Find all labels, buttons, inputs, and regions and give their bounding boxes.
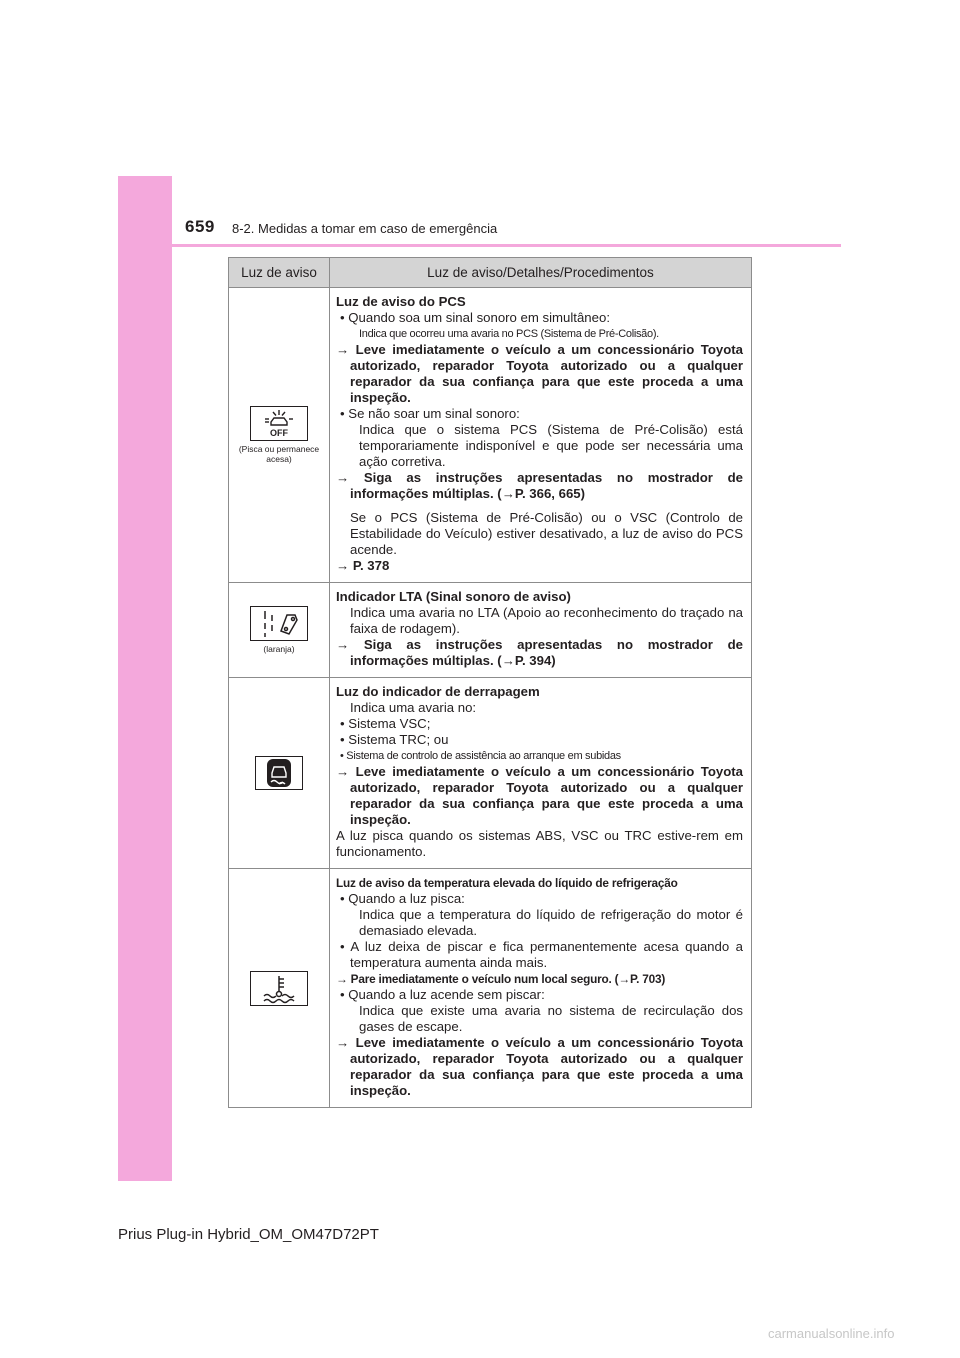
- table-row: [229, 677, 751, 868]
- warning-light-table: [228, 257, 752, 1108]
- row-title: Luz do indicador de derrapagem: [336, 684, 540, 699]
- icon-cell: [229, 869, 330, 1107]
- details-cell: [330, 678, 751, 868]
- bullet-text: • Quando soa um sinal sonoro em simultâneo:: [340, 310, 610, 325]
- row-title: Indicador LTA (Sinal sonoro de aviso): [336, 589, 571, 604]
- row-title: Luz de aviso da temperatura elevada do líquido de refrigeração: [336, 876, 678, 890]
- icon-caption: (laranja): [263, 644, 295, 654]
- svg-text:OFF: OFF: [270, 428, 288, 438]
- watermark: carmanualsonline.info: [768, 1326, 895, 1341]
- details-cell: [330, 869, 751, 1107]
- bullet-text: • Quando a luz pisca:: [340, 891, 465, 906]
- icon-cell: [229, 583, 330, 677]
- side-color-band: [118, 176, 172, 1181]
- header-rule: [118, 244, 841, 247]
- table-header-row: [229, 258, 751, 287]
- bullet-text: • Se não soar um sinal sonoro:: [340, 406, 520, 421]
- header-warning-light: Luz de aviso: [229, 258, 330, 287]
- action-text: → Leve imediatamente o veículo a um concessionário Toyota autorizado, reparador Toyota autorizado ou a qualquer reparador da sua confiança para que este proceda a uma inspeção.: [336, 1035, 743, 1098]
- details-cell: [330, 288, 751, 582]
- reference-text: → P. 378: [336, 558, 390, 573]
- bullet-text: • Sistema de controlo de assistência ao arranque em subidas: [340, 750, 621, 762]
- action-text: → Leve imediatamente o veículo a um concessionário Toyota autorizado, reparador Toyota autorizado ou a qualquer reparador da sua confiança para que este proceda a uma inspeção.: [336, 764, 743, 827]
- footer-document-id: Prius Plug-in Hybrid_OM_OM47D72PT: [118, 1226, 379, 1243]
- note-text: A luz pisca quando os sistemas ABS, VSC ou TRC estive-rem em funcionamento.: [336, 828, 743, 859]
- section-title: 8-2. Medidas a tomar em caso de emergência: [232, 221, 498, 236]
- action-text: → Pare imediatamente o veículo num local seguro. (→P. 703): [336, 972, 666, 986]
- detail-text: Indica que ocorreu uma avaria no PCS (Sistema de Pré-Colisão).: [359, 328, 659, 340]
- action-text: → Siga as instruções apresentadas no mostrador de informações múltiplas. (→P. 394): [336, 637, 743, 668]
- table-row: [229, 582, 751, 677]
- action-text: → Siga as instruções apresentadas no mostrador de informações múltiplas. (→P. 366, 665): [336, 470, 743, 501]
- action-text: → Leve imediatamente o veículo a um concessionário Toyota autorizado, reparador Toyota autorizado ou a qualquer reparador da sua confiança para que este proceda a uma inspeção.: [336, 342, 743, 405]
- detail-text: Indica que existe uma avaria no sistema de recirculação dos gases de escape.: [359, 1003, 743, 1034]
- bullet-text: • A luz deixa de piscar e fica permanentemente acesa quando a temperatura aumenta ainda mais.: [340, 939, 743, 970]
- bullet-text: • Sistema TRC; ou: [340, 732, 449, 747]
- note-text: Se o PCS (Sistema de Pré-Colisão) ou o VSC (Controlo de Estabilidade do Veículo) estiver desativado, a luz de aviso do PCS acende.: [350, 510, 743, 557]
- icon-cell: [229, 678, 330, 868]
- details-cell: [330, 583, 751, 677]
- detail-text: Indica que a temperatura do líquido de refrigeração do motor é demasiado elevada.: [359, 907, 743, 938]
- slip-indicator-icon: [255, 756, 303, 790]
- icon-caption: (Pisca ou permanece acesa): [238, 444, 320, 464]
- header-details: Luz de aviso/Detalhes/Procedimentos: [427, 264, 654, 280]
- bullet-text: • Quando a luz acende sem piscar:: [340, 987, 545, 1002]
- page-number: 659: [185, 217, 215, 236]
- table-row: [229, 287, 751, 582]
- detail-text: Indica uma avaria no LTA (Apoio ao reconhecimento do traçado na faixa de rodagem).: [350, 605, 743, 636]
- coolant-temperature-icon: [250, 971, 308, 1006]
- detail-text: Indica que o sistema PCS (Sistema de Pré-Colisão) está temporariamente indisponível e que pode ser necessária uma ação corretiva.: [359, 422, 743, 469]
- lta-indicator-icon: [250, 606, 308, 641]
- detail-text: Indica uma avaria no:: [350, 700, 477, 715]
- pcs-off-warning-icon: [250, 406, 308, 441]
- bullet-text: • Sistema VSC;: [340, 716, 431, 731]
- icon-cell: [229, 288, 330, 582]
- table-row: [229, 868, 751, 1107]
- row-title: Luz de aviso do PCS: [336, 294, 466, 309]
